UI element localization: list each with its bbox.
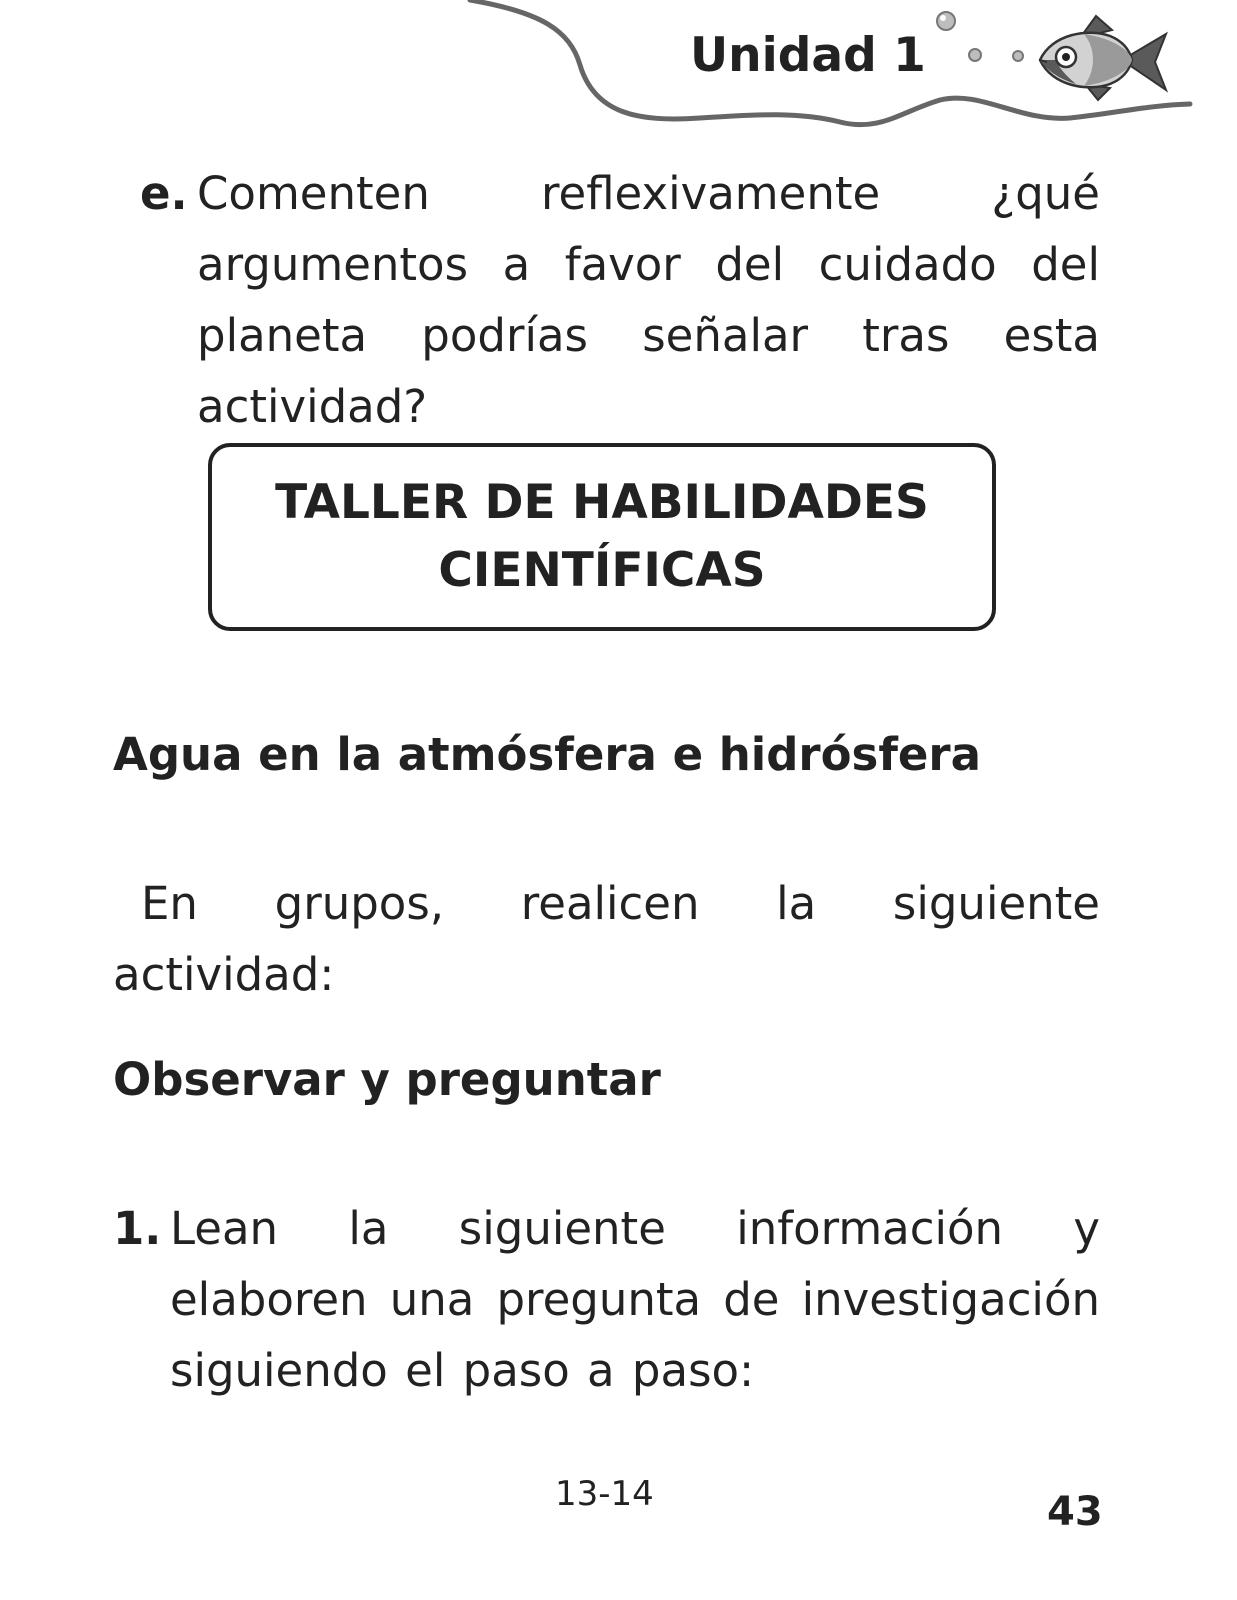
instruction-item-1 [113, 1193, 1100, 1406]
question-item-e [140, 158, 1100, 442]
page-number: 43 [1047, 1489, 1103, 1535]
bubble-icon [937, 12, 1023, 61]
fish-icon [1040, 16, 1166, 100]
item-marker: e. [140, 167, 188, 220]
subheading: Observar y preguntar [113, 1053, 661, 1106]
workshop-title-line-1: TALLER DE HABILIDADES [275, 475, 929, 530]
intro-paragraph: En grupos, realicen la siguiente actividad: [113, 877, 1100, 1001]
workshop-title-line-2: CIENTÍFICAS [438, 543, 766, 598]
unit-label: Unidad 1 [690, 28, 926, 83]
item-text: Comenten reflexivamente ¿qué argumentos a favor del cuidado del planeta podrías señalar tras esta actividad? [197, 167, 1100, 433]
section-heading: Agua en la atmósfera e hidrósfera [113, 728, 981, 781]
page-code: 13-14 [555, 1474, 654, 1514]
header-decoration [0, 0, 1237, 150]
item-marker: 1. [113, 1202, 162, 1255]
workshop-title-box [208, 443, 996, 631]
item-text: Lean la siguiente información y elaboren una pregunta de investigación siguiendo el paso a paso: [170, 1202, 1100, 1397]
